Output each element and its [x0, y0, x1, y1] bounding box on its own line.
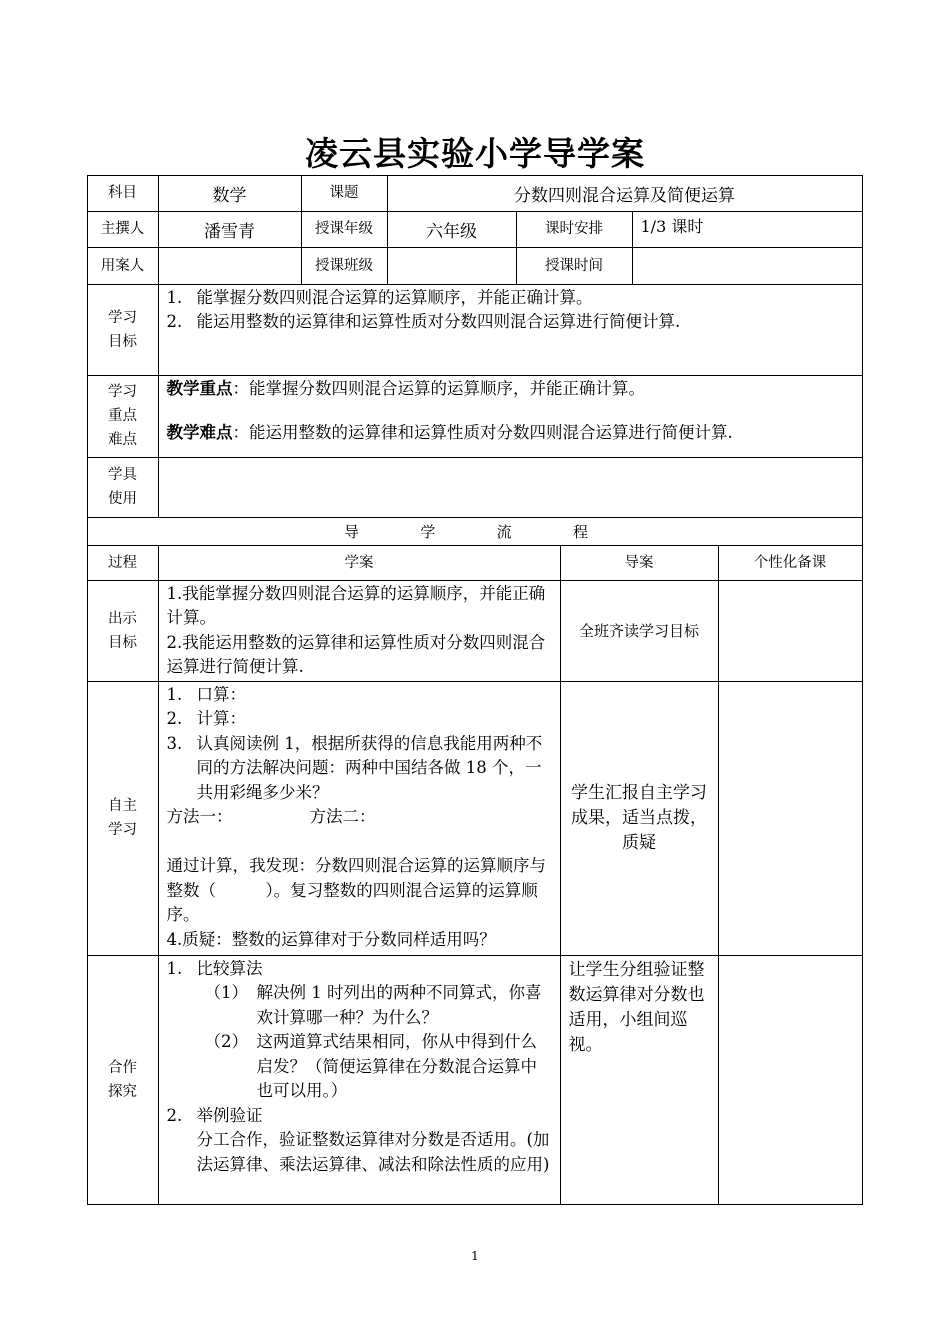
flow-title: 导 学 流 程 [344, 523, 588, 541]
tools-label: 学具 使用 [87, 457, 159, 518]
subject-label: 科目 [87, 175, 159, 212]
time-label: 授课时间 [516, 247, 633, 285]
keypoints-content [158, 375, 863, 458]
sub-item: （2） 这两道算式结果相同，你从中得到什么启发？（简便运算律在分数混合运算中也可以用。） [204, 1032, 537, 1100]
cooperation-content [158, 955, 561, 1205]
topic-label: 课题 [301, 175, 388, 212]
grade-label: 授课年级 [301, 211, 388, 248]
list-item: 1. 比较算法 [166, 958, 263, 978]
focus-text: ：能掌握分数四则混合运算的运算顺序，并能正确计算。 [232, 378, 645, 398]
cooperation-guide: 让学生分组验证整数运算律对分数也适用，小组间巡视。 [560, 955, 719, 1205]
cooperation-label: 合作 探究 [87, 955, 159, 1205]
self-study-personal [718, 681, 863, 956]
difficulty-label: 教学难点 [166, 423, 233, 442]
time-value [632, 247, 863, 285]
author-label: 主撰人 [87, 211, 159, 248]
user-value [158, 247, 302, 285]
cooperation-personal [718, 955, 863, 1205]
grade-value: 六年级 [387, 211, 517, 248]
goals-label: 学习 目标 [87, 284, 159, 376]
col-personal: 个性化备课 [718, 545, 863, 581]
author-value: 潘雪青 [158, 211, 302, 248]
self-study-content [158, 681, 561, 956]
self-study-guide: 学生汇报自主学习成果，适当点拨，质疑 [560, 681, 719, 956]
show-goals-personal [718, 580, 863, 682]
subject-value: 数学 [158, 175, 302, 212]
goals-content [158, 284, 863, 376]
list-item: 1. 口算： [166, 684, 246, 704]
sub-item: （1） 解决例 1 时列出的两种不同算式，你喜欢计算哪一种？为什么？ [204, 983, 542, 1027]
difficulty-text: ：能运用整数的运算律和运算性质对分数四则混合运算进行简便计算. [232, 423, 733, 442]
topic-value: 分数四则混合运算及简便运算 [387, 175, 863, 212]
show-goals-label: 出示 目标 [87, 580, 159, 682]
user-label: 用案人 [87, 247, 159, 285]
show-goals-study: 1.我能掌握分数四则混合运算的运算顺序，并能正确计算。 2.我能运用整数的运算律和运算性质对分数四则混合运算进行简便计算. [158, 580, 561, 682]
col-study: 学案 [158, 545, 561, 581]
class-label: 授课班级 [301, 247, 388, 285]
list-item: 2. 能运用整数的运算律和运算性质对分数四则混合运算进行简便计算. [166, 312, 681, 331]
keypoints-label: 学习 重点 难点 [87, 375, 159, 458]
page-number: 1 [471, 1249, 479, 1263]
show-goals-guide: 全班齐读学习目标 [560, 580, 719, 682]
item2-detail: 分工合作，验证整数运算律对分数是否适用。(加法运算律、乘法运算律、减法和除法性质的应用) [196, 1130, 550, 1174]
focus-label: 教学重点 [166, 378, 233, 398]
list-item: 2. 计算： [166, 709, 246, 728]
col-process: 过程 [87, 545, 159, 581]
list-item: 1. 能掌握分数四则混合运算的运算顺序，并能正确计算。 [166, 287, 593, 307]
page-title: 凌云县实验小学导学案 [305, 134, 645, 173]
class-value [387, 247, 517, 285]
self-study-label: 自主 学习 [87, 681, 159, 956]
discovery-text: 通过计算，我发现：分数四则混合运算的运算顺序与整数（ ）。复习整数的四则混合运算的运算顺序。 [166, 856, 546, 924]
question-text: 4.质疑：整数的运算律对于分数同样适用吗？ [166, 929, 496, 949]
methods: 方法一： 方法二： [166, 807, 376, 826]
col-guide: 导案 [560, 545, 719, 581]
list-item: 2. 举例验证 [166, 1105, 263, 1125]
schedule-label: 课时安排 [516, 211, 633, 248]
schedule-value: 1/3 课时 [632, 211, 863, 248]
list-item: 3. 认真阅读例 1，根据所获得的信息我能用两种不同的方法解决问题：两种中国结各做 18 个，一共用彩绳多少米？ [166, 733, 543, 802]
tools-value [158, 457, 863, 518]
